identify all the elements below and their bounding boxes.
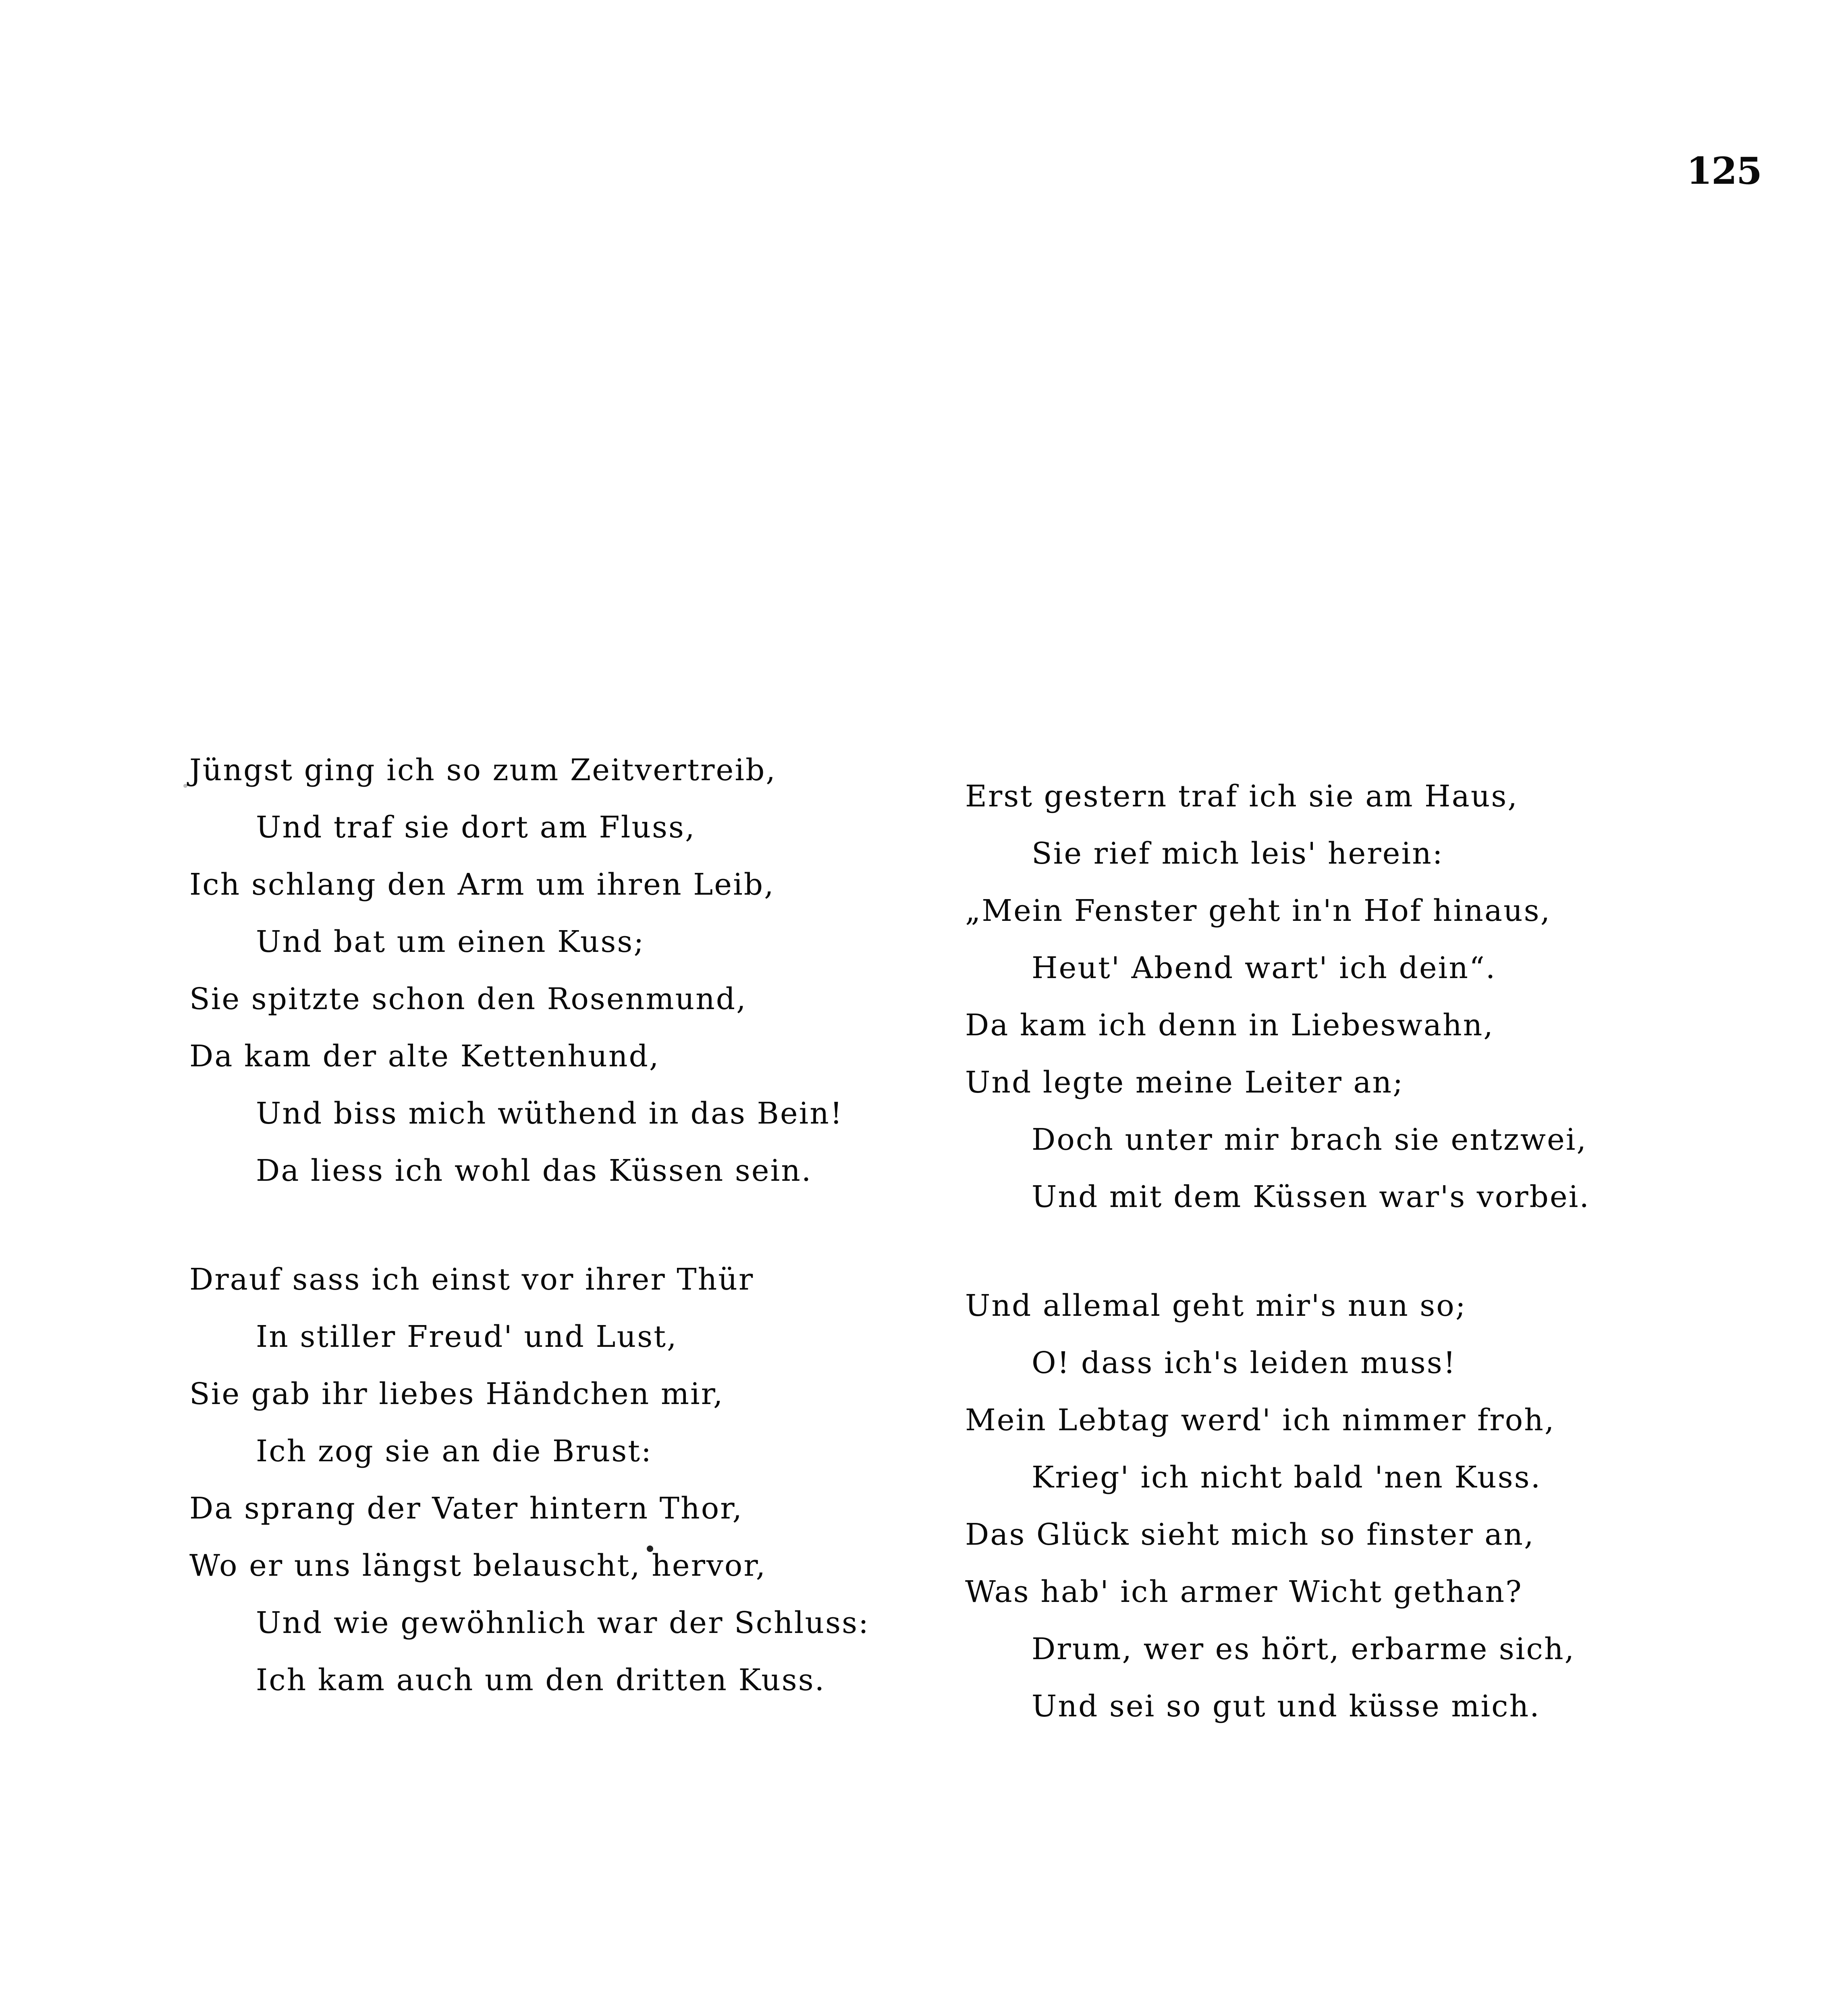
stanza: [189, 742, 955, 1199]
verse-line: Sie spitzte schon den Rosenmund,: [189, 982, 747, 1016]
page-number: 125: [1686, 149, 1762, 193]
verse-line: Und legte meine Leiter an;: [965, 1065, 1404, 1100]
verse-line: Krieg' ich nicht bald 'nen Kuss.: [1032, 1460, 1542, 1495]
verse-line: Da liess ich wohl das Küssen sein.: [256, 1153, 812, 1188]
stanza: [189, 1251, 955, 1709]
verse-line: Wo er uns längst belauscht, hervor,: [189, 1548, 767, 1583]
verse-line: Was hab' ich armer Wicht gethan?: [965, 1575, 1523, 1609]
verse-line: Ich zog sie an die Brust:: [256, 1434, 652, 1469]
verse-line: Ich schlang den Arm um ihren Leib,: [189, 867, 775, 902]
poem-column-right: [965, 768, 1731, 1735]
verse-line: Da kam der alte Kettenhund,: [189, 1039, 660, 1074]
verse-line: Doch unter mir brach sie entzwei,: [1032, 1122, 1587, 1157]
print-speck: [183, 784, 187, 788]
verse-line: Erst gestern traf ich sie am Haus,: [965, 779, 1518, 814]
verse-line: Da kam ich denn in Liebeswahn,: [965, 1008, 1494, 1043]
verse-line: In stiller Freud' und Lust,: [256, 1319, 678, 1354]
verse-line: Mein Lebtag werd' ich nimmer froh,: [965, 1403, 1555, 1438]
verse-line: „Mein Fenster geht in'n Hof hinaus,: [965, 893, 1551, 928]
verse-line: Heut' Abend wart' ich dein“.: [1032, 951, 1497, 985]
verse-line: Drum, wer es hört, erbarme sich,: [1032, 1632, 1576, 1666]
verse-line: Drauf sass ich einst vor ihrer Thür: [189, 1262, 754, 1297]
verse-line: Sie rief mich leis' herein:: [1032, 836, 1444, 871]
verse-line: Und mit dem Küssen war's vorbei.: [1032, 1180, 1590, 1214]
verse-line: Und biss mich wüthend in das Bein!: [256, 1096, 843, 1131]
verse-line: Und traf sie dort am Fluss,: [256, 810, 696, 845]
poem-column-left: [189, 742, 955, 1709]
verse-line: O! dass ich's leiden muss!: [1032, 1346, 1457, 1380]
verse-line: Sie gab ihr liebes Händchen mir,: [189, 1377, 724, 1411]
verse-line: Da sprang der Vater hintern Thor,: [189, 1491, 743, 1526]
verse-line: Das Glück sieht mich so finster an,: [965, 1517, 1535, 1552]
verse-line: Und bat um einen Kuss;: [256, 924, 645, 959]
verse-line: Und allemal geht mir's nun so;: [965, 1288, 1467, 1323]
stanza: [965, 768, 1731, 1226]
verse-line: Jüngst ging ich so zum Zeitvertreib,: [189, 753, 777, 787]
verse-line: Ich kam auch um den dritten Kuss.: [256, 1663, 826, 1697]
verse-line: Und sei so gut und küsse mich.: [1032, 1689, 1541, 1724]
verse-line: Und wie gewöhnlich war der Schluss:: [256, 1606, 870, 1640]
stanza: [965, 1277, 1731, 1735]
